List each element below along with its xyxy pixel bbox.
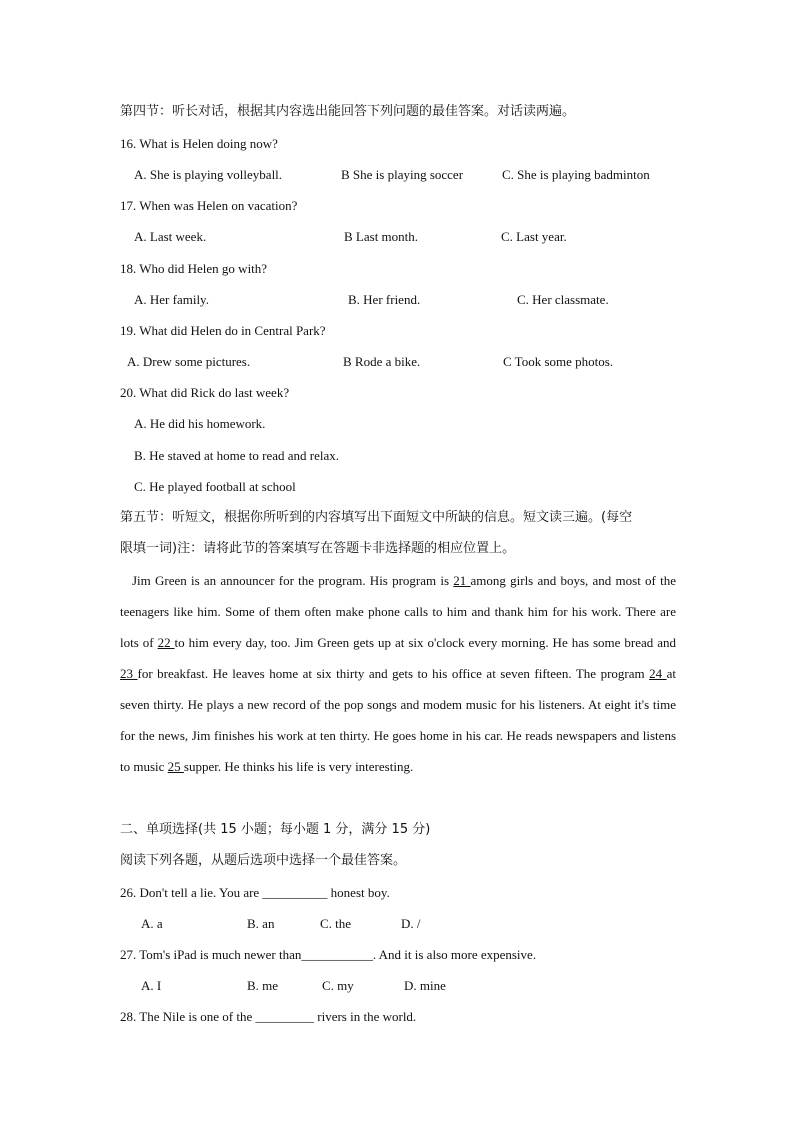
blank-21: 21 xyxy=(453,573,471,588)
q18-option-a: A. Her family. xyxy=(134,292,209,307)
question-20: 20. What did Rick do last week? xyxy=(120,385,290,400)
q17-option-b: B Last month. xyxy=(344,229,419,244)
question-17: 17. When was Helen on vacation? xyxy=(120,198,298,213)
q17-option-c: C. Last year. xyxy=(501,229,567,244)
q20-option-c: C. He played football at school xyxy=(134,479,296,494)
q20-option-a: A. He did his homework. xyxy=(134,416,266,431)
passage-text-4: for breakfast. He leaves home at six thirty and gets to his office at seven fifteen. The program xyxy=(137,666,650,681)
q18-option-b: B. Her friend. xyxy=(348,292,421,307)
q17-option-a: A. Last week. xyxy=(134,229,207,244)
blank-23: 23 xyxy=(120,666,138,681)
q26-option-b: B. an xyxy=(247,916,275,931)
q19-option-c: C Took some photos. xyxy=(503,354,614,369)
q16-option-c: C. She is playing badminton xyxy=(502,167,650,182)
part2-instruction: 阅读下列各题，从题后选项中选择一个最佳答案。 xyxy=(120,853,407,868)
q27-option-a: A. I xyxy=(141,978,162,993)
question-16: 16. What is Helen doing now? xyxy=(120,136,278,151)
part2-heading: 二、单项选择(共 15 小题；每小题 1 分，满分 15 分) xyxy=(120,822,431,837)
q27-option-b: B. me xyxy=(247,978,279,993)
q18-option-c: C. Her classmate. xyxy=(517,292,609,307)
q27-option-d: D. mine xyxy=(404,978,446,993)
blank-22: 22 xyxy=(157,635,175,650)
q26-option-c: C. the xyxy=(320,916,352,931)
passage-text-5: at seven thirty. He plays a new record of the pop songs and modem music for his listeners. At eight it's time for the news, Jim finishes his work at ten thirty. He goes home in his car. He reads newspapers and listens to music xyxy=(120,666,677,774)
question-26: 26. Don't tell a lie. You are __________ honest boy. xyxy=(120,885,390,900)
section4-heading: 第四节：听长对话，根据其内容选出能回答下列问题的最佳答案。对话读两遍。 xyxy=(120,104,576,119)
question-19: 19. What did Helen do in Central Park? xyxy=(120,323,326,338)
passage xyxy=(120,565,676,782)
blank-24: 24 xyxy=(649,666,667,681)
blank-25: 25 xyxy=(167,759,184,774)
passage-text-1: Jim Green is an announcer for the program. His program is xyxy=(132,573,454,588)
q16-option-a: A. She is playing volleyball. xyxy=(134,167,283,182)
q19-option-a: A. Drew some pictures. xyxy=(127,354,251,369)
question-27: 27. Tom's iPad is much newer than___________. And it is also more expensive. xyxy=(120,947,537,962)
q16-option-b: B She is playing soccer xyxy=(341,167,464,182)
q26-option-a: A. a xyxy=(141,916,163,931)
q27-option-c: C. my xyxy=(322,978,354,993)
q20-option-b: B. He staved at home to read and relax. xyxy=(134,448,340,463)
question-28: 28. The Nile is one of the _________ rivers in the world. xyxy=(120,1009,417,1024)
q19-option-b: B Rode a bike. xyxy=(343,354,421,369)
passage-text-2: among girls and boys, and most of the teenagers like him. Some of them often make phone calls to him and thank him for his work. There are lots of xyxy=(120,573,676,650)
passage-text-6: supper. He thinks his life is very interesting. xyxy=(183,759,414,774)
q26-option-d: D. / xyxy=(401,916,421,931)
passage-text-3: to him every day, too. Jim Green gets up at six o'clock every morning. He has some bread and xyxy=(174,635,677,650)
section5-heading-line1: 第五节：听短文，根据你所听到的内容填写出下面短文中所缺的信息。短文读三遍。(每空 xyxy=(120,510,633,525)
section5-heading-line2: 限填一词)注：请将此节的答案填写在答题卡非选择题的相应位置上。 xyxy=(120,541,516,556)
question-18: 18. Who did Helen go with? xyxy=(120,261,268,276)
